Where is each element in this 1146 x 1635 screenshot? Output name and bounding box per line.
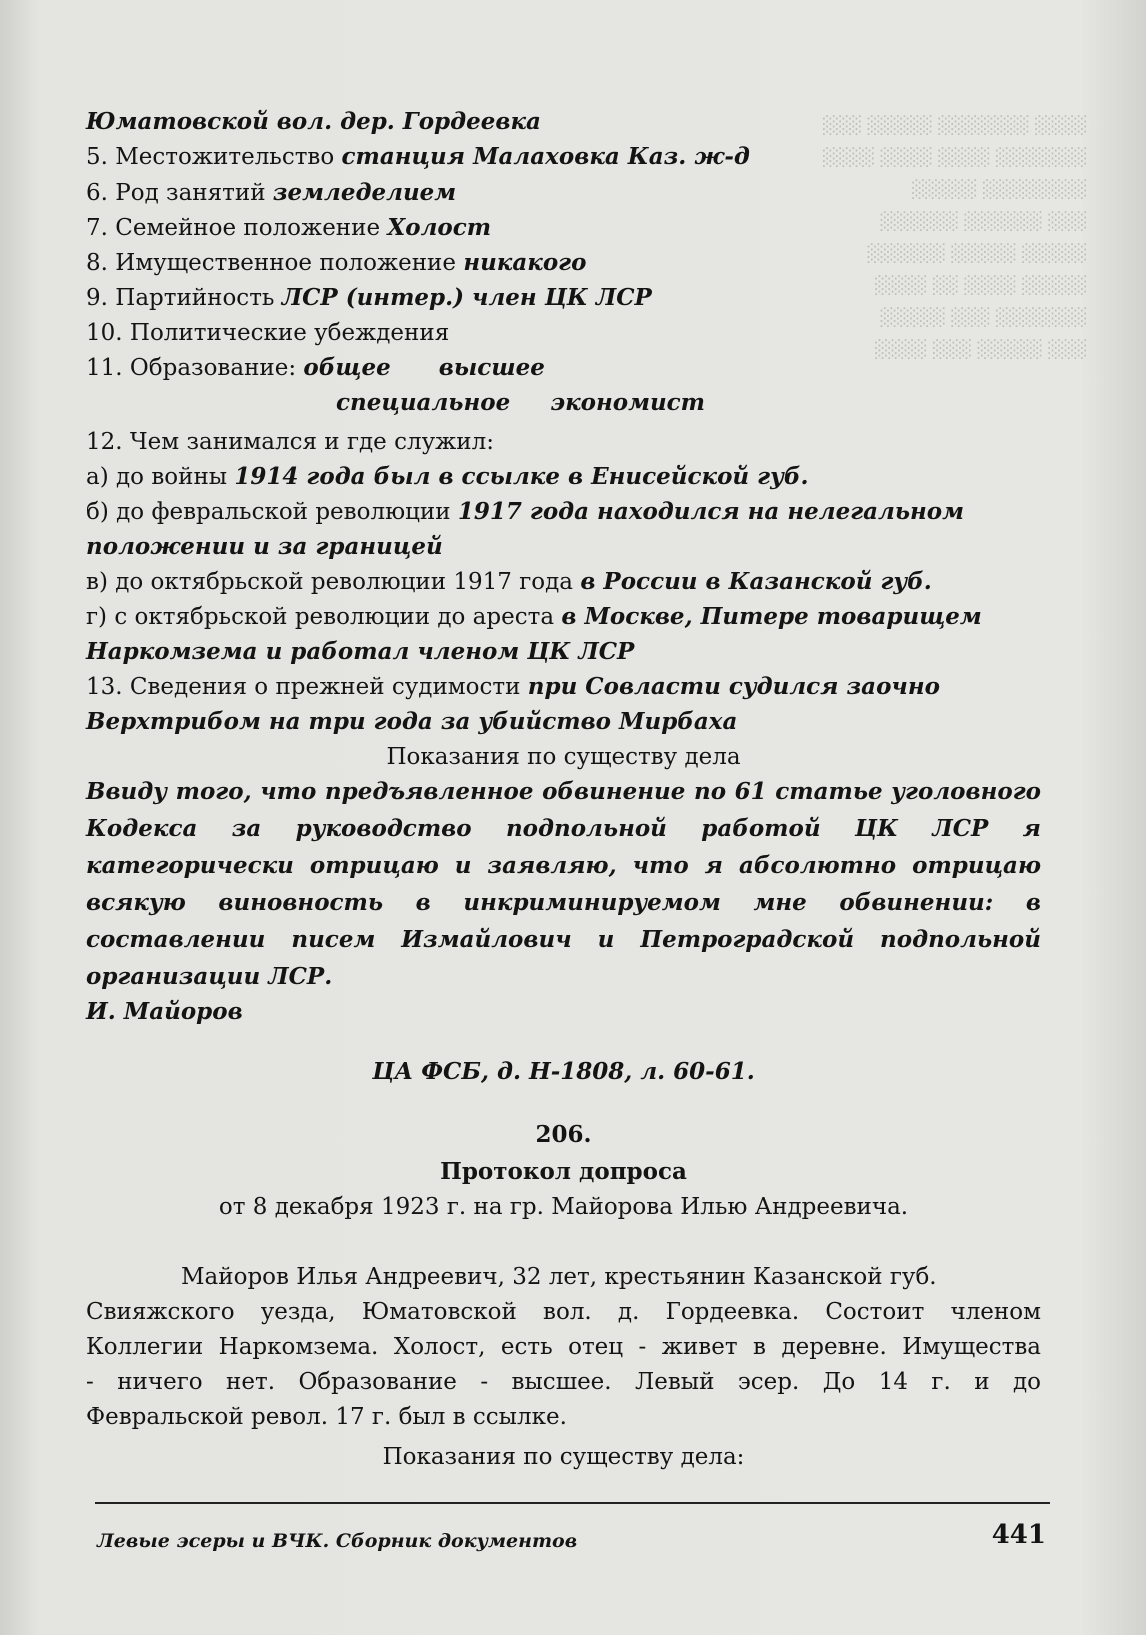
testimony-line-last: организации ЛСР. xyxy=(86,963,333,990)
line-before-war: а) до войны 1914 года был в ссылке в Енисейской губ. xyxy=(86,463,809,490)
testimony-line: категорически отрицаю и заявляю, что я абсолютно отрицаю xyxy=(86,852,1041,879)
line-political: 10. Политические убеждения xyxy=(86,320,450,346)
testimony-line: составлении писем Измайлович и Петроградской подпольной xyxy=(86,926,1041,953)
line-marital: 7. Семейное положение Холост xyxy=(86,214,492,241)
line-party: 9. Партийность ЛСР (интер.) член ЦК ЛСР xyxy=(86,284,652,311)
testimony-line: Ввиду того, что предъявленное обвинение по 61 статье уголовного xyxy=(86,778,1041,805)
testimony-line: Кодекса за руководство подпольной работой ЦК ЛСР я xyxy=(86,815,1041,842)
signature: И. Майоров xyxy=(86,998,243,1025)
line-before-feb: б) до февральской революции 1917 года находился на нелегальном xyxy=(86,498,965,525)
footer-rule xyxy=(95,1502,1050,1504)
footer-book-title: Левые эсеры и ВЧК. Сборник документов xyxy=(97,1530,578,1552)
line-0: Юматовской вол. дер. Гордеевка xyxy=(86,108,541,135)
body-line: Коллегии Наркомзема. Холост, есть отец - живет в деревне. Имущества xyxy=(86,1334,1041,1360)
line-conviction: 13. Сведения о прежней судимости при Совласти судился заочно xyxy=(86,673,940,700)
body-line-first: Майоров Илья Андреевич, 32 лет, крестьянин Казанской губ. xyxy=(181,1264,937,1290)
line-before-feb-cont: положении и за границей xyxy=(86,533,443,560)
line-after-oct-cont: Наркомзема и работал членом ЦК ЛСР xyxy=(86,638,635,665)
document-title: Протокол допроса xyxy=(440,1158,687,1185)
show-through-text: ░░░░ ░░░░░░░ ░░░░░ ░░░ ░░░░░░░ ░░░░ ░░░░ ░░░░ ░░░░░░░░ ░░░░░ ░░░ ░░░░░░ ░░░░░░ ░░░░░ ░░░░░ ░░░░░░ ░░░░░ ░░░░ ░░ ░░░░ ░░░░░░░ ░░░ ░░░░░ ░░░ ░░░░░ ░░░ ░░░░ xyxy=(821,116,1086,360)
line-education: 11. Образование: общее высшее xyxy=(86,354,545,381)
body-line: - ничего нет. Образование - высшее. Левый эсер. До 14 г. и до xyxy=(86,1369,1041,1395)
body-line: Свияжского уезда, Юматовской вол. д. Гордеевка. Состоит членом xyxy=(86,1299,1041,1325)
line-service: 12. Чем занимался и где служил: xyxy=(86,429,494,455)
line-education-special: специальное экономист xyxy=(336,389,706,416)
page-number: 441 xyxy=(991,1520,1046,1550)
line-after-oct: г) с октябрьской революции до ареста в Москве, Питере товарищем xyxy=(86,603,982,630)
testimony-heading: Показания по существу дела xyxy=(386,744,741,770)
document-subtitle: от 8 декабря 1923 г. на гр. Майорова Илью Андреевича. xyxy=(218,1194,909,1220)
line-conviction-cont: Верхтрибом на три года за убийство Мирбаха xyxy=(86,708,738,735)
body-line-last: Февральской револ. 17 г. был в ссылке. xyxy=(86,1404,567,1430)
line-before-oct: в) до октябрьской революции 1917 года в России в Казанской губ. xyxy=(86,568,932,595)
line-occupation: 6. Род занятий земледелием xyxy=(86,179,457,206)
archive-reference: ЦА ФСБ, д. Н-1808, л. 60-61. xyxy=(372,1058,755,1085)
line-residence: 5. Местожительство станция Малаховка Каз. ж-д xyxy=(86,143,750,170)
closing-heading: Показания по существу дела: xyxy=(382,1444,745,1470)
document-number: 206. xyxy=(535,1121,592,1148)
testimony-line: всякую виновность в инкриминируемом мне обвинении: в xyxy=(86,889,1041,916)
line-property: 8. Имущественное положение никакого xyxy=(86,249,587,276)
